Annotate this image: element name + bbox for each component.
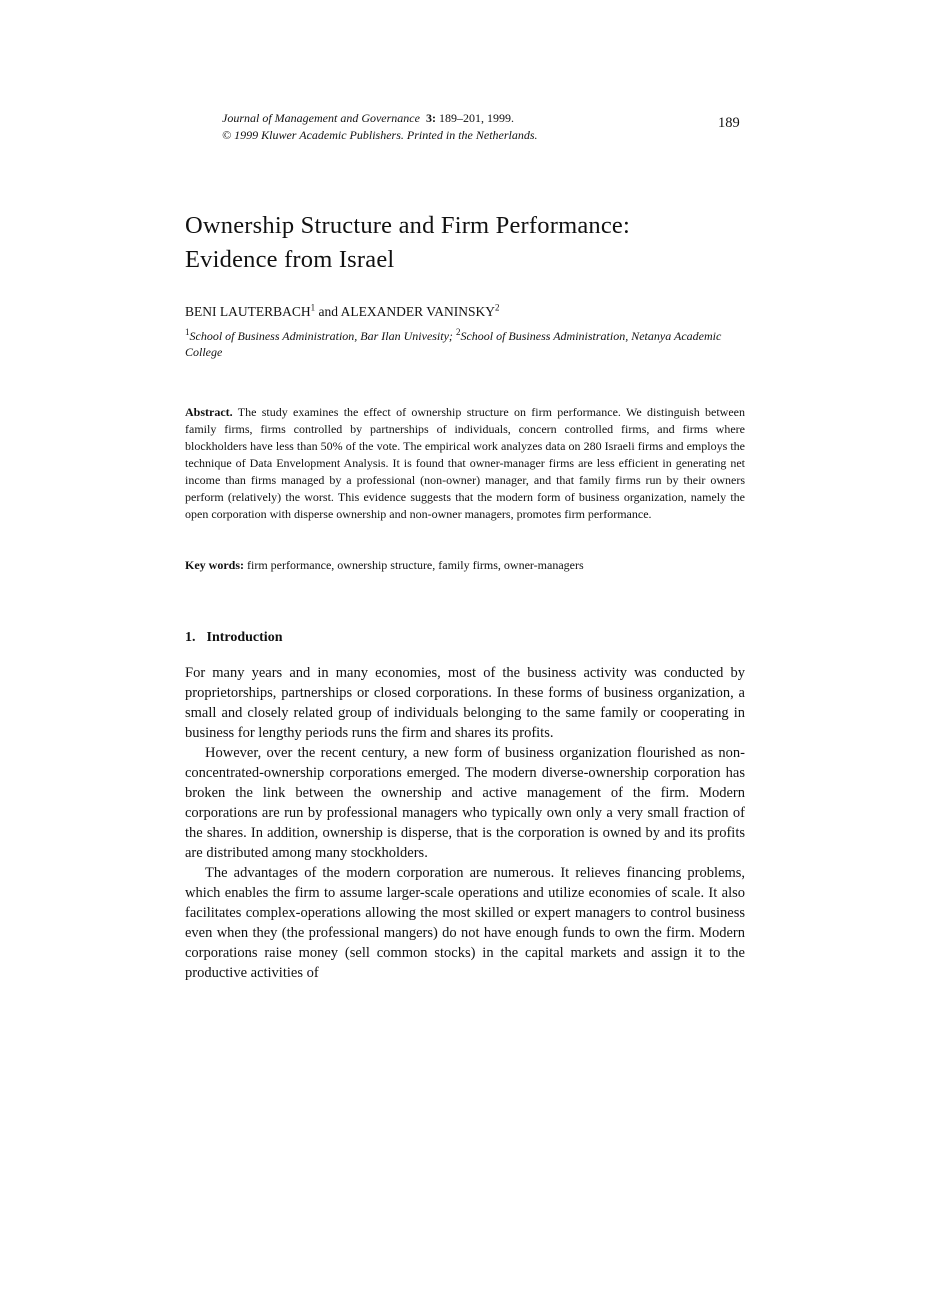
keywords-text: firm performance, ownership structure, family firms, owner-managers <box>247 558 584 572</box>
journal-copyright-line: © 1999 Kluwer Academic Publishers. Printed in the Netherlands. <box>222 128 538 142</box>
affiliation-2: School of Business Administration, Netanya Academic College <box>185 329 722 359</box>
journal-name: Journal of Management and Governance <box>222 111 420 125</box>
author-2-affiliation-mark: 2 <box>495 302 500 313</box>
paper-title <box>185 209 745 277</box>
paper-title-line2: Evidence from Israel <box>185 246 395 273</box>
author-2: and ALEXANDER VANINSKY <box>315 304 496 319</box>
affiliations-line <box>185 328 745 360</box>
author-1: BENI LAUTERBACH <box>185 304 311 319</box>
journal-citation-line <box>222 110 692 127</box>
journal-volume: 3: <box>425 111 436 125</box>
authors-line <box>185 304 745 320</box>
introduction-body <box>185 663 745 983</box>
abstract-label: Abstract. <box>185 405 233 419</box>
section-number: 1. <box>185 630 196 645</box>
intro-paragraph-1: For many years and in many economies, most of the business activity was conducted by proprietorships, partnerships or closed corporations. In these forms of business organization, a small and closely related group of individuals belonging to the same family or cooperating in business for lengthy periods runs the firm and shares its profits. <box>185 665 745 741</box>
affiliation-1: School of Business Administration, Bar Ilan Univesity; <box>189 329 456 343</box>
page-content <box>185 0 745 1309</box>
intro-paragraph-2: However, over the recent century, a new form of business organization flourished as non-concentrated-ownership corporations emerged. The modern diverse-ownership corporation has broken the link between the ownership and active management of the firm. Modern corporations are run by professional managers who typically own only a very small fraction of the shares. In addition, ownership is disperse, that is the corporation is owned by and its profits are distributed among many stockholders. <box>185 745 745 861</box>
affiliation-1-mark: 1 <box>185 327 190 337</box>
section-heading-introduction <box>185 630 745 646</box>
journal-pages: 189–201, 1999. <box>438 111 514 125</box>
paper-title-line1: Ownership Structure and Firm Performance: <box>185 212 631 239</box>
page-number: 189 <box>718 115 740 131</box>
keywords-label: Key words: <box>185 558 244 572</box>
intro-paragraph-3: The advantages of the modern corporation are numerous. It relieves financing problems, which enables the firm to assume larger-scale operations and utilize economies of scale. It also facilitates complex-operations allowing the most skilled or expert managers to control business even when they (the professional mangers) do not have enough funds to own the firm. Modern corporations raise money (sell common stocks) in the capital markets and assign it to the productive activities of <box>185 865 745 981</box>
keywords-block <box>185 557 745 574</box>
section-title: Introduction <box>206 630 283 645</box>
author-1-affiliation-mark: 1 <box>310 302 316 313</box>
affiliation-2-mark: 2 <box>455 327 461 337</box>
abstract-block <box>185 404 745 523</box>
journal-header <box>222 110 692 144</box>
abstract-text: The study examines the effect of ownership structure on firm performance. We distinguish between family firms, firms controlled by partnerships of individuals, concern controlled firms, and firms where blockholders have less than 50% of the vote. The empirical work analyzes data on 280 Israeli firms and employs the technique of Data Envelopment Analysis. It is found that owner-manager firms are less efficient in generating net income than firms managed by a professional (non-owner) manager, and that family firms run by their owners perform (relatively) the worst. This evidence suggests that the modern form of business organization, namely the open corporation with disperse ownership and non-owner managers, promotes firm performance. <box>185 405 745 521</box>
